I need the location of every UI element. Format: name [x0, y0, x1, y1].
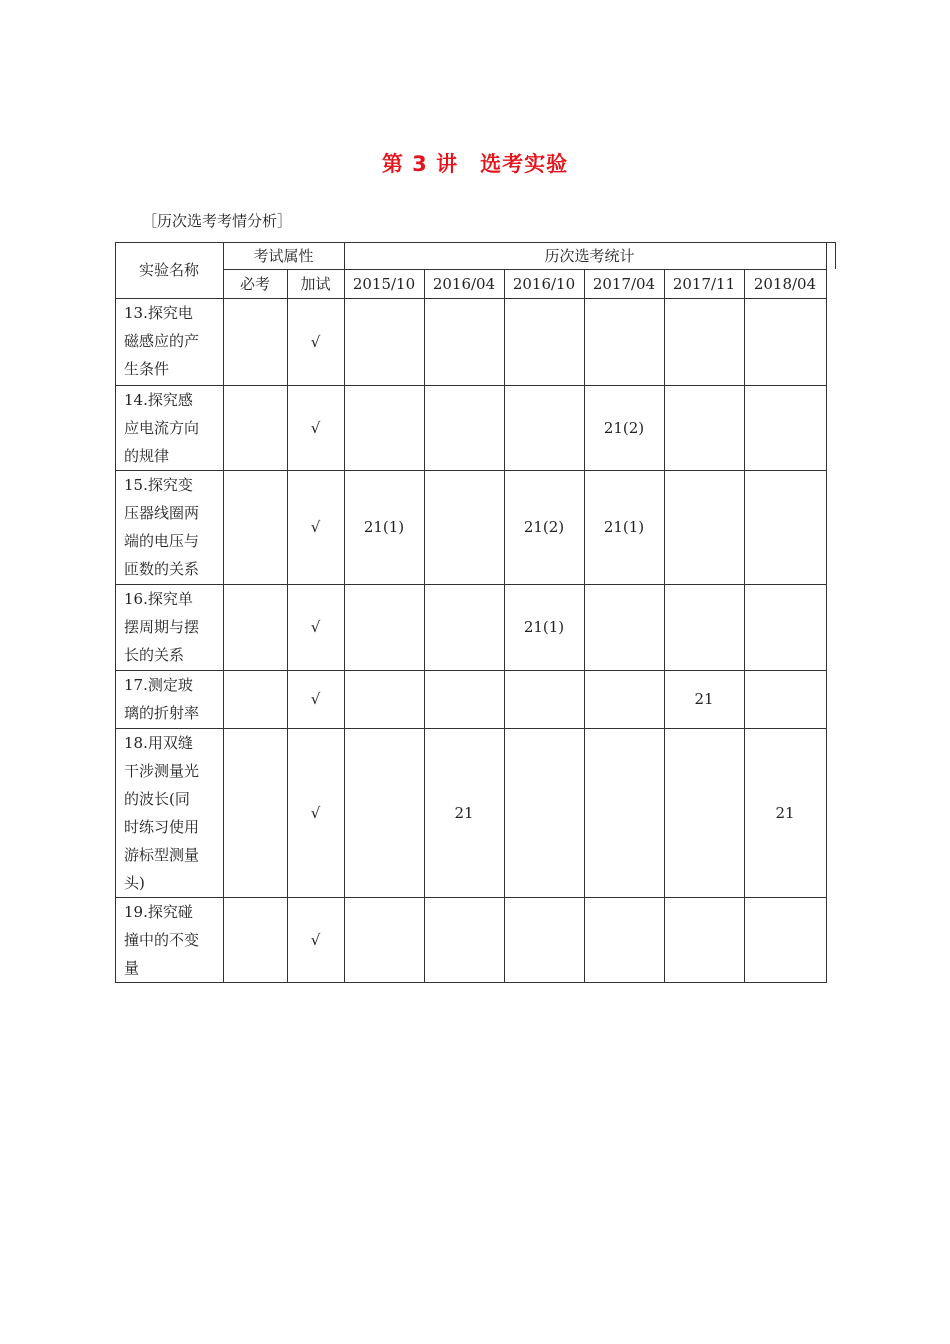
table-row-stat-cell: 21(1): [603, 518, 645, 536]
table-row-stat-cell: [344, 584, 424, 670]
table-row-required: [223, 728, 287, 897]
table-row-required: [223, 897, 287, 982]
table-row-stat-cell: [584, 728, 664, 897]
table-row-stat-cell: [424, 584, 504, 670]
header-experiment-name: 实验名称: [138, 261, 199, 279]
table-row-stat-cell: [584, 584, 664, 670]
table-row-stat-cell: [744, 584, 826, 670]
table-row-stat-cell: 21(2): [603, 418, 645, 437]
table-row-stat-cell: [584, 897, 664, 982]
table-row-stat-cell: 21: [775, 803, 795, 822]
table-row-experiment-name: 18.用双缝 干涉测量光 的波长(同 时练习使用 游标型测量 头): [124, 734, 200, 892]
table-row-stat-cell: [424, 897, 504, 982]
table-row-stat-cell: [744, 385, 826, 470]
table-row-extra-check: √: [310, 518, 321, 536]
table-row-experiment-name: 17.测定玻 璃的折射率: [124, 676, 200, 722]
table-row-stat-cell: [744, 470, 826, 584]
table-row-stat-cell: [344, 670, 424, 728]
table-row-extra-check: √: [310, 690, 321, 708]
table-row-stat-cell: [424, 470, 504, 584]
table-row-stat-cell: [664, 584, 744, 670]
header-date: 2016/04: [432, 274, 496, 293]
table-border-stats-right: [835, 242, 836, 269]
table-row-extra-check: √: [310, 803, 321, 822]
header-date: 2015/10: [352, 274, 416, 293]
table-row-stat-cell: [664, 470, 744, 584]
table-row-stat-cell: 21(1): [363, 518, 405, 536]
header-exam-attribute: 考试属性: [253, 246, 314, 265]
table-row-experiment-name: 14.探究感 应电流方向 的规律: [124, 391, 200, 465]
table-row-stat-cell: [744, 298, 826, 385]
table-row-stat-cell: [424, 385, 504, 470]
header-date: 2016/10: [512, 274, 576, 293]
table-row-stat-cell: [504, 670, 584, 728]
header-exam-statistics: 历次选考统计: [544, 246, 635, 265]
table-row-extra-check: √: [310, 418, 321, 437]
header-extra: 加试: [300, 274, 331, 293]
table-row-stat-cell: [584, 298, 664, 385]
table-row-stat-cell: [424, 670, 504, 728]
table-row-stat-cell: [664, 385, 744, 470]
table-row-stat-cell: [344, 385, 424, 470]
table-row-experiment-name: 13.探究电 磁感应的产 生条件: [124, 304, 200, 378]
table-column-divider: [826, 242, 827, 983]
table-row-stat-cell: [344, 298, 424, 385]
table-row-experiment-name: 15.探究变 压器线圈两 端的电压与 匝数的关系: [124, 476, 200, 578]
table-row-stat-cell: 21: [694, 690, 714, 708]
table-row-stat-cell: [664, 298, 744, 385]
section-subtitle: ［历次选考考情分析］: [142, 212, 293, 230]
table-row-stat-cell: [664, 897, 744, 982]
table-row-stat-cell: [504, 385, 584, 470]
table-row-extra-check: √: [310, 332, 321, 351]
table-row-stat-cell: [424, 298, 504, 385]
table-row-divider: [115, 982, 827, 983]
table-row-stat-cell: [744, 897, 826, 982]
table-row-stat-cell: [344, 897, 424, 982]
table-row-experiment-name: 19.探究碰 撞中的不变 量: [124, 903, 200, 977]
header-date: 2017/04: [592, 274, 656, 293]
table-row-stat-cell: 21: [454, 803, 474, 822]
table-row-stat-cell: 21(1): [523, 618, 565, 636]
table-row-required: [223, 385, 287, 470]
table-row-extra-check: √: [310, 618, 321, 636]
table-row-required: [223, 470, 287, 584]
page-title: 第 3 讲 选考实验: [381, 152, 569, 176]
header-date: 2017/11: [672, 274, 736, 293]
header-date: 2018/04: [753, 274, 817, 293]
table-row-stat-cell: [504, 728, 584, 897]
table-row-extra-check: √: [310, 930, 321, 949]
table-row-stat-cell: [744, 670, 826, 728]
table-row-experiment-name: 16.探究单 摆周期与摆 长的关系: [124, 590, 200, 664]
table-row-required: [223, 298, 287, 385]
header-required: 必考: [239, 274, 270, 293]
table-row-stat-cell: [504, 298, 584, 385]
table-row-stat-cell: [584, 670, 664, 728]
table-row-stat-cell: 21(2): [523, 518, 565, 536]
table-row-required: [223, 670, 287, 728]
table-row-stat-cell: [344, 728, 424, 897]
table-row-required: [223, 584, 287, 670]
table-row-stat-cell: [664, 728, 744, 897]
table-row-stat-cell: [504, 897, 584, 982]
